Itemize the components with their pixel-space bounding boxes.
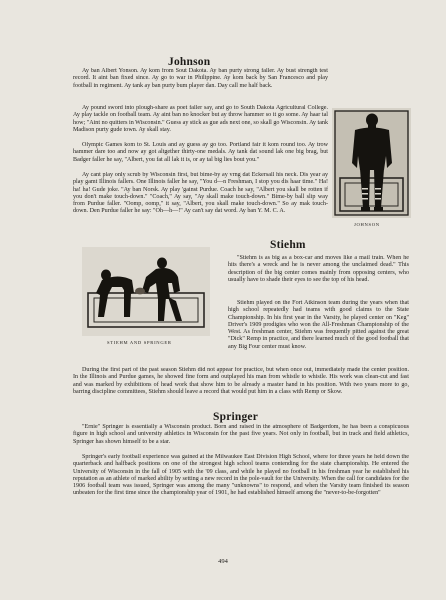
johnson-caption: JOHNSON: [354, 222, 380, 227]
stiehm-paragraph-1: "Stiehm is as big as a box-car and moves like a mail train. When he hits there's a wreck and he is never among the unclaimed dead." This description of the big center comes mainly from opposing centers, who usually have to shade their eyes to see the top of his head.: [228, 255, 409, 283]
page-number: 494: [218, 558, 228, 565]
springer-paragraph-1: "Ernie" Springer is essentially a Wisconsin product. Born and raised in the atmosphere of Badgerdom, he has been a conspicuous figure in high school and university athletics in Wisconsin for the past five years. Not only in football, but in track and field athletics, Springer has shown himself to be a star.: [73, 424, 409, 445]
stiehm-paragraph-2: Stiehm played on the Fort Atkinson team during the years when that high school repeatedly had teams with good claims to the State Championship. In his first year in the Varsity, he played center on "Keg" Driver's 1909 prodigies who won the All-Freshman Championship of the West. As freshman center, Stiehm was frequently pitted against the great "Dick" Remp in practice, and there learned much of the good football that any Big Four center must know.: [228, 300, 409, 350]
johnson-photo: [332, 108, 411, 218]
johnson-heading: Johnson: [168, 56, 211, 68]
johnson-paragraph-2: Ay pound sword into plough-share as poet faller say, and go to South Dakota Agricultural College. Ay play tackle on football team. Ay aint ban no knocker but ay throw hammer so it go some. Ay haar tal how; "Aint no quitters in Wisconsin." Guess ay stick as gue ads next one, so skall go Wisconsin. Ay tank Madison purty gude town. Ay skall stay.: [73, 105, 328, 133]
johnson-paragraph-3: Olympic Games kom to St. Louis and ay guess ay go too. Portland fair it kom round too. Ay trow hammer dare too and now ay got altgether thirty-one medals. Ay tank dat sound lak one big brag, but Badger faller he say, "Albert, you fat all lak it is, or ay tal big lies bout you.": [73, 142, 328, 163]
springer-paragraph-2: Springer's early football experience was gained at the Milwaukee East Division High School, where for three years he held down the quarterback and halfback positions on one of the strongest high school teams contending for the state championship. He entered the University of Wisconsin in the fall of 1905 with the '09 class, and while he played no football in his freshman year he established his reputation as an athlete of marked ability by setting a new record in the pole-vault for the University. When the call for candidates for the 1906 football team was issued, Springer was among the many "unknowns" to respond, and when the Varsity team finished its season unbeaten for the first time since the championship year of 1901, he had established himself among the "never-to-be-forgotten": [73, 454, 409, 497]
stiehm-springer-photo: [82, 247, 210, 336]
stiehm-paragraph-3: During the first part of the past season Stiehm did not appear for practice, but when once out, immediately made the center position. In the Illinois and Purdue games, he showed fine form and outplayed his man from whistle to whistle. His work was clean-cut and fast and was marked by exhibitions of head work that show him to be already a master hand in his position. With two years more to go, barring discipline committees, Stiehm should leave a record that would put him in a class with Remp or Skow.: [73, 367, 409, 395]
stiehm-heading: Stiehm: [270, 239, 306, 251]
stiehm-springer-caption: STIEHM AND SPRINGER: [107, 340, 172, 345]
springer-heading: Springer: [213, 411, 259, 423]
johnson-paragraph-4: Ay cant play only scrub by Wisconsin first, but bime-by ay vrng dat Eckersall his neck. Dis year ay play gamt Illinois fallers. One Illinois faller he say, "You d—n Freshman, I stop you dis haar time." Ha! ha! ha! Gude joke. "Ay ban Norsk. Ay play 'gainst Purdue. Coach he say, "Albert you skall be rotten if you don't make touch-down." "Coach," Ay say, "Ay skall make touch-down." Bime-by ball slip way from Purdue faller. "Oomp, oomp," it say, "Albert, you skall make touch-down." So ay mak touch-down. Den Purdue faller he say: "Oh—h—!" Ay can't say dat word. Ay ban Y. M. C. A.: [73, 172, 328, 215]
johnson-paragraph-1: Ay ban Albert Yonson. Ay kom from Sout Dakota. Ay ban purty strong faller. Ay bust strength test record. It aint ban fixed since. Ay go to war in Philippine. Ay kom back by San Francesco and play football in regiment. Ay tank ay ban purty bum player dan. Day call me half back.: [73, 68, 328, 89]
